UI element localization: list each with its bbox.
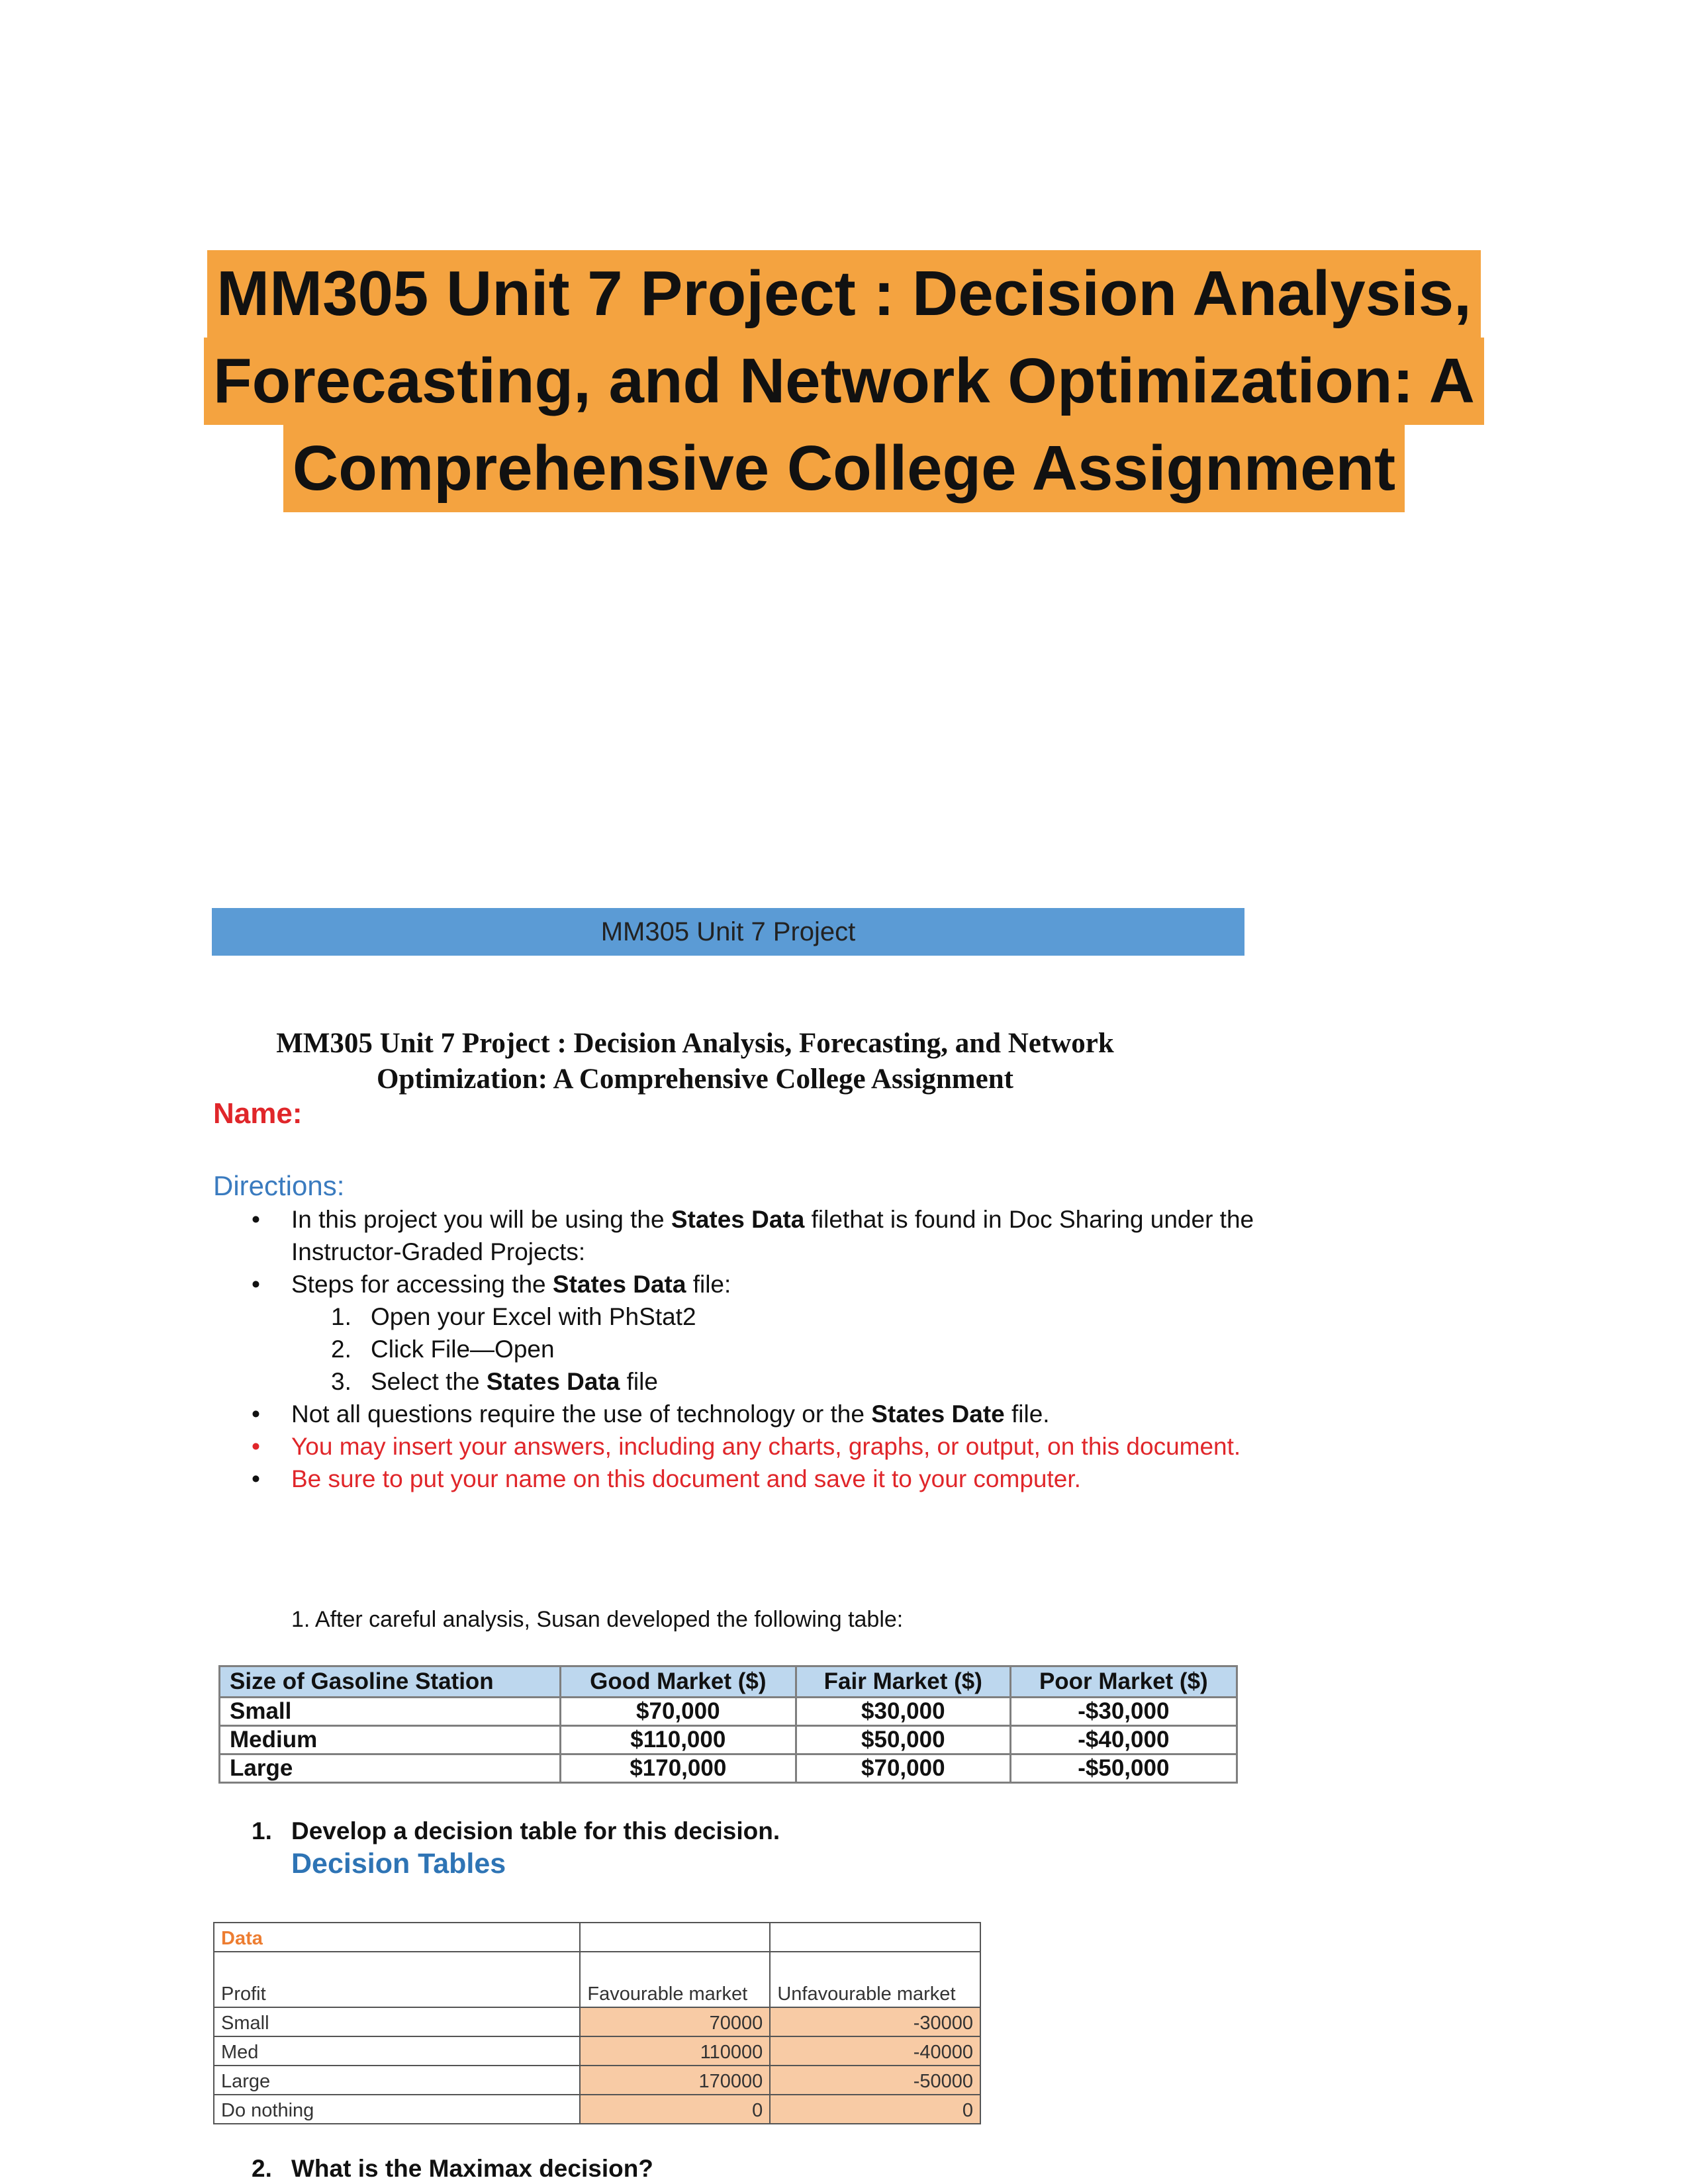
table-header-row: Size of Gasoline Station Good Market ($) Fair Market ($) Poor Market ($) [220, 1666, 1237, 1698]
table-row: Medium $110,000 $50,000 -$40,000 [220, 1726, 1237, 1754]
bullet-icon: • [252, 1206, 260, 1233]
page-title-block [0, 250, 1688, 512]
step-item: 2. Click File—Open [331, 1336, 555, 1363]
page-title-line-2: Forecasting, and Network Optimization: A [204, 338, 1484, 425]
question-maximax: 2. What is the Maximax decision? [252, 2155, 653, 2182]
directions-heading: Directions: [213, 1170, 345, 1201]
bullet-icon: • [252, 1400, 260, 1428]
direction-item-warning: • Be sure to put your name on this document and save it to your computer. [252, 1463, 1284, 1495]
name-label: Name: [213, 1097, 303, 1130]
question-intro: 1. After careful analysis, Susan developed the following table: [291, 1607, 904, 1632]
table-row: Large $170,000 $70,000 -$50,000 [220, 1754, 1237, 1783]
question-develop-table: 1. Develop a decision table for this decision. [252, 1817, 780, 1844]
table-row: Small $70,000 $30,000 -$30,000 [220, 1698, 1237, 1726]
table-row: Med 110000 -40000 [214, 2036, 980, 2066]
doc-title: MM305 Unit 7 Project : Decision Analysis, Forecasting, and Network Optimization: A Comprehensive College Assignment [276, 1028, 1114, 1095]
step-item: 1. Open your Excel with PhStat2 [331, 1303, 696, 1330]
bullet-icon: • [252, 1433, 260, 1460]
decision-table [213, 1922, 981, 2124]
table-row: Data [214, 1923, 980, 1952]
directions-list [252, 1203, 1284, 1495]
direction-item-warning: • You may insert your answers, including any charts, graphs, or output, on this document. [252, 1430, 1284, 1463]
embedded-document-snapshot [199, 900, 1456, 2184]
direction-item: • Not all questions require the use of technology or the States Date file. [252, 1398, 1284, 1430]
table-header-row: Profit Favourable market Unfavourable market [214, 1952, 980, 2007]
gasoline-station-table [218, 1665, 1238, 1784]
bullet-icon: • [252, 1465, 260, 1492]
decision-tables-heading: Decision Tables [291, 1848, 506, 1880]
bullet-icon: • [252, 1271, 260, 1298]
page-title-line-3: Comprehensive College Assignment [283, 425, 1405, 512]
direction-item: • In this project you will be using the States Data filethat is found in Doc Sharing under the Instructor-Graded Projects: [252, 1203, 1284, 1268]
page-title-line-1: MM305 Unit 7 Project : Decision Analysis, [207, 250, 1481, 338]
table-row: Small 70000 -30000 [214, 2007, 980, 2036]
table-row: Do nothing 0 0 [214, 2095, 980, 2124]
table-row: Large 170000 -50000 [214, 2066, 980, 2095]
doc-header-bar: MM305 Unit 7 Project [212, 908, 1244, 956]
direction-item: • Steps for accessing the States Data file: [252, 1268, 1284, 1300]
step-item: 3. Select the States Data file [331, 1368, 658, 1395]
